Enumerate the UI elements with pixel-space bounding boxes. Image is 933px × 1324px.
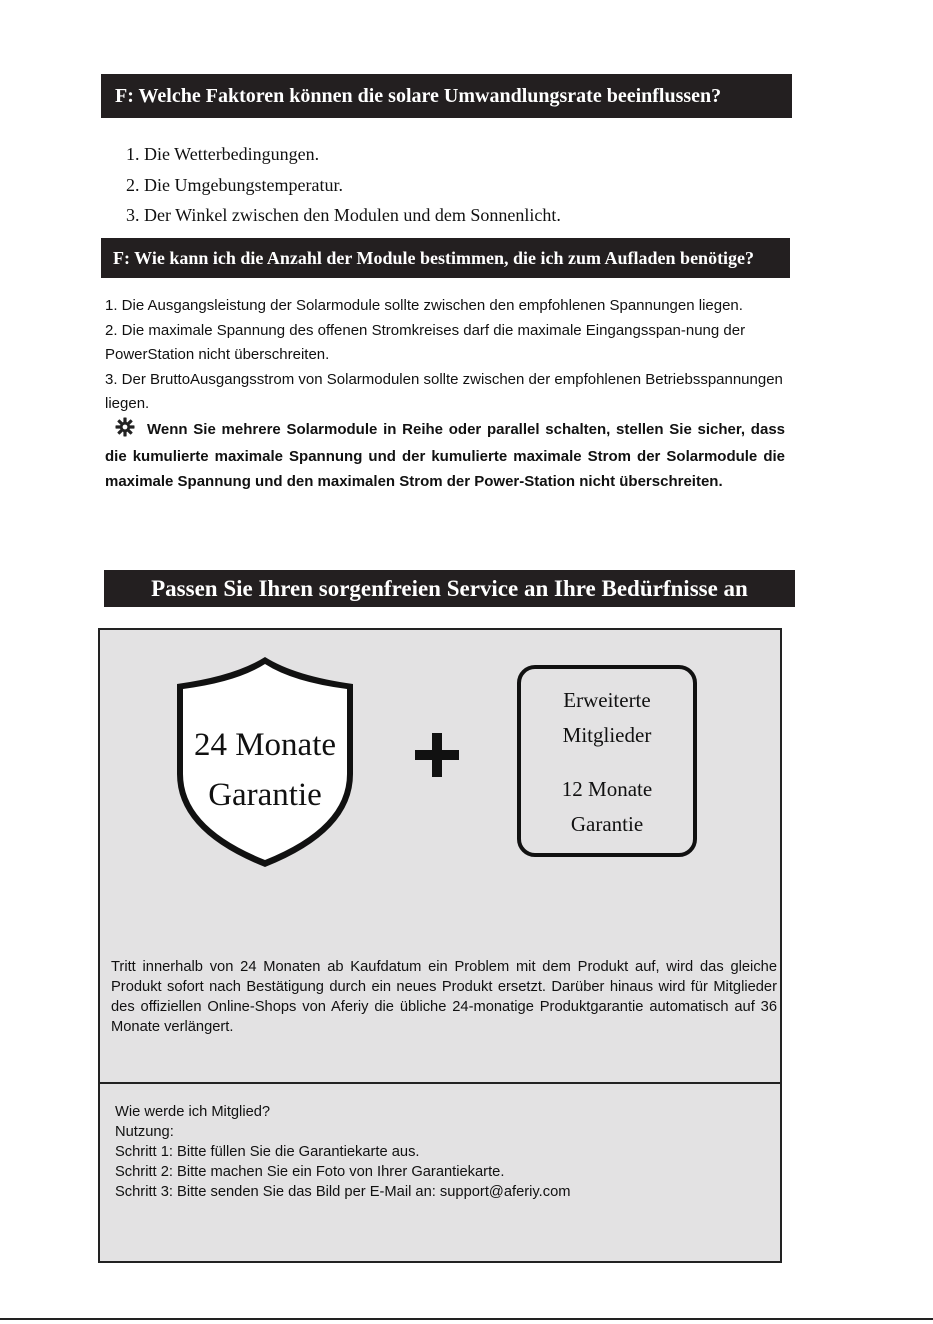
list-item: Nutzung: [115,1124,174,1140]
member-warranty-box [517,665,697,857]
service-box [98,628,782,1263]
service-banner: Passen Sie Ihren sorgenfreien Service an Ihre Bedürfnisse an [104,570,795,607]
member-line-3: 12 Monate [561,777,653,801]
member-line-2: Mitglieder [562,723,652,747]
shield-line-1: 24 Monate [193,727,337,763]
faq2-answer-3: 3. Der BruttoAusgangsstrom von Solarmodulen sollte zwischen der empfohlenen Betriebsspannungen liegen. [105,370,783,412]
divider [100,1082,780,1084]
faq2-note-text: Wenn Sie mehrere Solarmodule in Reihe oder parallel schalten, stellen Sie sicher, dass die kumulierte maximale Spannung und der kumulierte maximale Strom der Solarmodule die maximale Spannung und den maximalen Strom der Power-Station nicht überschreiten. [105,420,785,490]
faq2-question-banner: F: Wie kann ich die Anzahl der Module bestimmen, die ich zum Aufladen benötige? [101,238,790,278]
list-item: Schritt 3: Bitte senden Sie das Bild per E-Mail an: support@aferiy.com [115,1184,571,1200]
member-line-4: Garantie [570,812,644,836]
list-item: 2. Die Umgebungstemperatur. [126,174,343,195]
membership-steps [115,1102,570,1202]
list-item: Schritt 2: Bitte machen Sie ein Foto von Ihrer Garantiekarte. [115,1164,505,1180]
faq2-answer-2: 2. Die maximale Spannung des offenen Stromkreises darf die maximale Eingangsspan-nung der PowerStation nicht überschreiten. [105,321,746,363]
member-line-1: Erweiterte [563,688,651,712]
list-item: Schritt 1: Bitte füllen Sie die Garantiekarte aus. [115,1144,420,1160]
faq2-answer-block [105,294,785,494]
faq2-note [105,417,785,495]
list-item: 1. Die Wetterbedingungen. [126,144,320,164]
shield-line-2: Garantie [208,777,322,813]
list-item: 3. Der Winkel zwischen den Modulen und dem Sonnenlicht. [126,205,561,225]
faq1-answer-list [126,142,561,234]
list-item: Wie werde ich Mitglied? [115,1104,271,1120]
footer-line [0,1318,933,1320]
faq1-question-banner: F: Welche Faktoren können die solare Umwandlungsrate beeinflussen? [101,74,792,118]
gear-icon [115,417,137,446]
plus-icon [415,733,459,777]
faq2-answer-1: 1. Die Ausgangsleistung der Solarmodule sollte zwischen den empfohlenen Spannungen liegen. [105,297,743,314]
warranty-description: Tritt innerhalb von 24 Monaten ab Kaufdatum ein Problem mit dem Produkt auf, wird das gleiche Produkt sofort nach Bestätigung durch ein neues Produkt ersetzt. Darüber hinaus wird für Mitglieder des offiziellen Online-Shops von Aferiy die übliche 24-monatige Produktgarantie automatisch auf 36 Monate verlängert. [111,959,777,1035]
